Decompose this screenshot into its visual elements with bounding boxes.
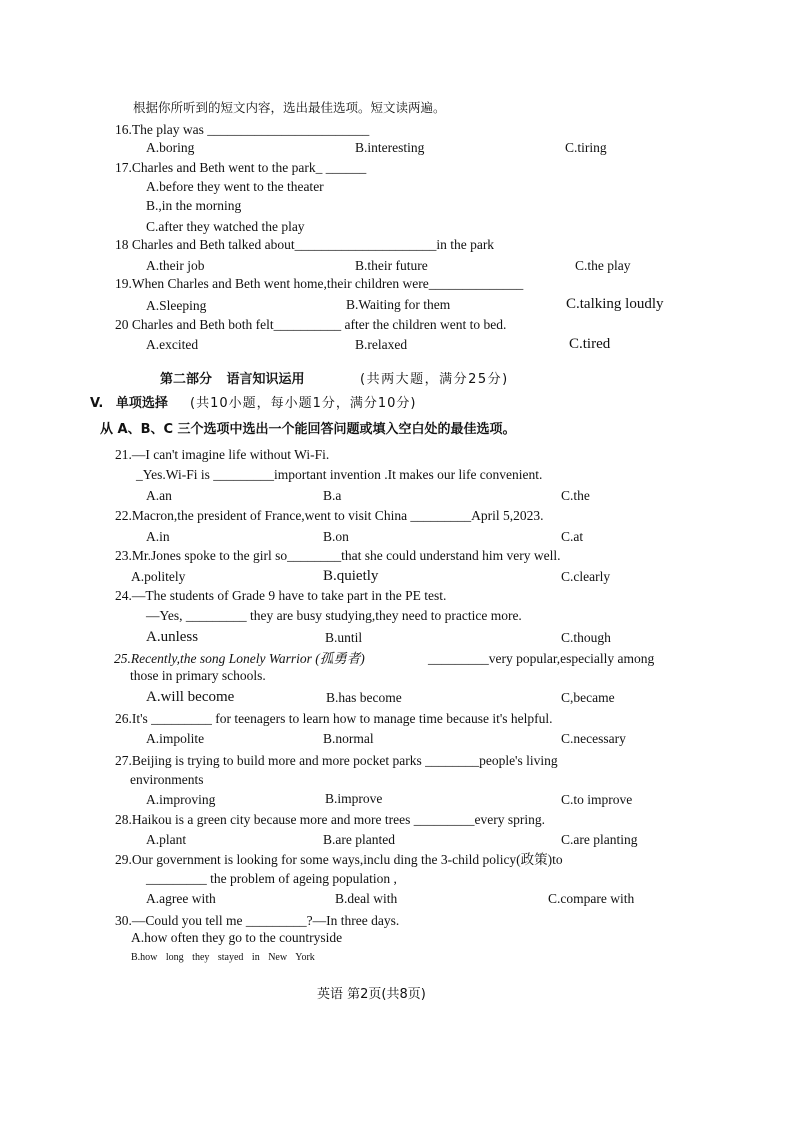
q19-option-a: A.Sleeping: [146, 298, 207, 313]
q18-option-a: A.their job: [146, 258, 205, 273]
q24-option-b: B.until: [325, 630, 363, 645]
q27-option-a: A.improving: [146, 792, 216, 807]
q29-option-c: C.compare with: [548, 891, 635, 906]
question-28-line1: 28.Haikou is a green city because more and more trees _________every spring.: [115, 812, 545, 827]
section5-title: V. 单项选择: [90, 396, 168, 411]
question-27-line2: environments: [130, 772, 204, 787]
q18-option-b: B.their future: [355, 258, 428, 273]
question-22-line1: 22.Macron,the president of France,went to visit China _________April 5,2023.: [115, 508, 544, 523]
question-25-line2: those in primary schools.: [130, 668, 266, 683]
q26-option-b: B.normal: [323, 731, 374, 746]
question-16-stem: 16.The play was ________________________: [115, 122, 370, 137]
q22-option-b: B.on: [323, 529, 349, 544]
question-24-line1: 24.—The students of Grade 9 have to take part in the PE test.: [115, 588, 447, 603]
part2-note: (共两大题，满分25分): [360, 372, 509, 387]
q19-option-c: C.talking loudly: [566, 296, 664, 312]
question-20-stem: 20 Charles and Beth both felt__________ after the children went to bed.: [115, 317, 507, 332]
q28-option-b: B.are planted: [323, 832, 395, 847]
q23-option-c: C.clearly: [561, 569, 611, 584]
q25-option-c: C,became: [561, 690, 615, 705]
q23-option-b: B.quietly: [323, 568, 379, 584]
q30-option-a: A.how often they go to the countryside: [131, 930, 343, 945]
section5-instructions: 从 A、B、C 三个选项中选出一个能回答问题或填入空白处的最佳选项。: [100, 422, 516, 437]
question-30-line1: 30.—Could you tell me _________?—In three days.: [115, 913, 400, 928]
q20-option-b: B.relaxed: [355, 337, 408, 352]
question-27-line1: 27.Beijing is trying to build more and more pocket parks ________people's living: [115, 753, 558, 768]
q26-option-a: A.impolite: [146, 731, 205, 746]
part2-title: 第二部分 语言知识运用: [160, 372, 305, 387]
question-25-line1: 25.Recently,the song Lonely Warrior (孤勇者): [114, 651, 365, 666]
q21-option-a: A.an: [146, 488, 172, 503]
q29-option-b: B.deal with: [335, 891, 398, 906]
q16-option-c: C.tiring: [565, 140, 607, 155]
q24-option-a: A.unless: [146, 629, 199, 645]
q20-option-a: A.excited: [146, 337, 199, 352]
question-23-line1: 23.Mr.Jones spoke to the girl so________that she could understand him very well.: [115, 548, 561, 563]
question-19-stem: 19.When Charles and Beth went home,their children were______________: [115, 276, 524, 291]
question-29-line2: _________ the problem of ageing population ,: [146, 871, 397, 886]
q23-option-a: A.politely: [131, 569, 186, 584]
q17-option-b: B.,in the morning: [146, 198, 242, 213]
section5-note: (共10小题，每小题1分，满分10分): [190, 396, 417, 411]
question-18-stem: 18 Charles and Beth talked about_____________________in the park: [115, 237, 495, 252]
q29-option-a: A.agree with: [146, 891, 216, 906]
q22-option-c: C.at: [561, 529, 584, 544]
page-footer: 英语 第2页(共8页): [317, 987, 426, 1002]
question-21-line2: _Yes.Wi-Fi is _________important invention .It makes our life convenient.: [136, 467, 543, 482]
q20-option-c: C.tired: [569, 336, 611, 352]
q17-option-c: C.after they watched the play: [146, 219, 305, 234]
question-17-stem: 17.Charles and Beth went to the park_ ______: [115, 160, 367, 175]
q22-option-a: A.in: [146, 529, 170, 544]
question-29-line1: 29.Our government is looking for some ways,inclu ding the 3-child policy(政策)to: [115, 852, 563, 867]
q19-option-b: B.Waiting for them: [346, 297, 451, 312]
q16-option-a: A.boring: [146, 140, 195, 155]
q21-option-c: C.the: [561, 488, 590, 503]
question-24-line2: —Yes, _________ they are busy studying,they need to practice more.: [146, 608, 522, 623]
q30-option-b: B.how long they stayed in New York: [131, 952, 315, 963]
q28-option-c: C.are planting: [561, 832, 638, 847]
q28-option-a: A.plant: [146, 832, 187, 847]
q16-option-b: B.interesting: [355, 140, 425, 155]
q25-option-b: B.has become: [326, 690, 402, 705]
q26-option-c: C.necessary: [561, 731, 626, 746]
q25-option-a: A.will become: [146, 689, 235, 705]
q27-option-b: B.improve: [325, 791, 383, 806]
q18-option-c: C.the play: [575, 258, 631, 273]
question-21-line1: 21.—I can't imagine life without Wi-Fi.: [115, 447, 330, 462]
q27-option-c: C.to improve: [561, 792, 633, 807]
listening-instructions: 根据你所听到的短文内容，选出最佳选项。短文读两遍。: [133, 100, 446, 115]
q21-option-b: B.a: [323, 488, 342, 503]
q17-option-a: A.before they went to the theater: [146, 179, 324, 194]
q24-option-c: C.though: [561, 630, 611, 645]
question-25-line1b: _________very popular,especially among: [428, 651, 655, 666]
question-26-line1: 26.It's _________ for teenagers to learn how to manage time because it's helpful.: [115, 711, 553, 726]
